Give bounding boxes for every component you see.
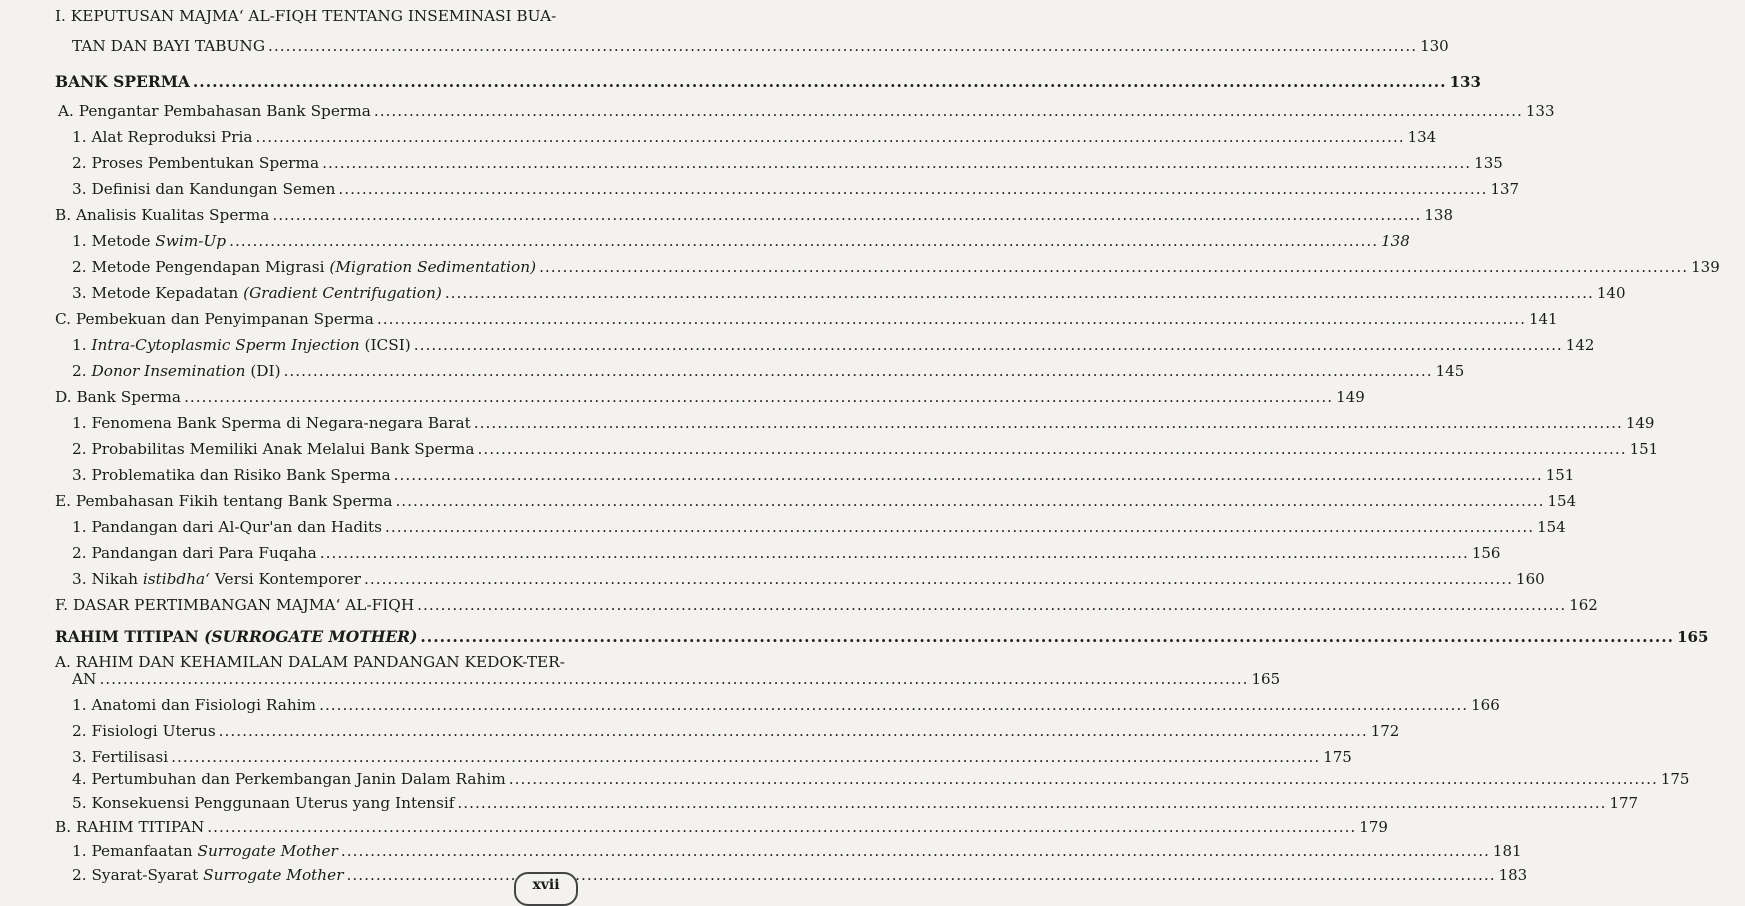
page-number: 140 [1596,284,1626,302]
page-number: 175 [1660,770,1690,788]
section-label: B. RAHIM TITIPAN [55,818,205,836]
leader-dots [319,692,1468,718]
leader-dots [193,69,1447,95]
leader-dots [445,280,1594,306]
toc-entry[interactable] [0,718,1400,744]
leader-dots [420,624,1674,650]
page-number: 145 [1435,362,1465,380]
toc-entry[interactable] [0,514,1566,540]
leader-dots [457,790,1606,816]
page-number: 133 [1525,102,1555,120]
toc-entry[interactable] [0,358,1465,384]
leader-dots [478,436,1627,462]
item-label: 1. Anatomi dan Fisiologi Rahim [72,696,317,714]
page-number: 130 [1420,37,1449,55]
item-label: 5. Konsekuensi Penggunaan Uterus yang Intensif [72,794,455,812]
item-label: 1. Intra-Cytoplasmic Sperm Injection (ICSI) [72,336,411,354]
item-label: 2. Fisiologi Uterus [72,722,216,740]
section-label: B. Analisis Kualitas Sperma [55,206,270,224]
item-label: 3. Definisi dan Kandungan Semen [72,180,336,198]
leader-dots [256,124,1405,150]
toc-entry[interactable] [0,176,1520,202]
page-number: 134 [1407,128,1437,146]
toc-entry[interactable] [0,150,1503,176]
item-label: 4. Pertumbuhan dan Perkembangan Janin Dalam Rahim [72,770,506,788]
leader-dots [364,566,1513,592]
leader-dots [272,202,1421,228]
item-label: 1. Alat Reproduksi Pria [72,128,253,146]
item-label: 3. Metode Kepadatan (Gradient Centrifugation) [72,284,442,302]
item-label: 2. Syarat-Syarat Surrogate Mother [72,866,344,884]
page-number: 179 [1359,818,1388,836]
leader-dots [322,150,1471,176]
page-number: 138 [1424,206,1454,224]
page-number: 154 [1537,518,1566,536]
leader-dots [341,838,1490,864]
page-number: 149 [1625,414,1655,432]
item-label: 3. Problematika dan Risiko Bank Sperma [72,466,391,484]
page-number: 138 [1381,232,1410,250]
page-number: 154 [1547,492,1577,510]
toc-entry[interactable] [0,790,1639,816]
item-label: 2. Proses Pembentukan Sperma [72,154,320,172]
chapter-title: RAHIM TITIPAN (SURROGATE MOTHER) [55,627,418,646]
toc-entry[interactable] [0,280,1626,306]
page-number: 156 [1471,544,1501,562]
page-number: 135 [1474,154,1503,172]
item-label: 1. Metode Swim-Up [72,232,227,250]
item-label: 2. Donor Insemination (DI) [72,362,281,380]
page-number: 172 [1370,722,1400,740]
toc-entry[interactable] [0,566,1545,592]
toc-entry[interactable] [0,592,1598,618]
toc-entry[interactable] [0,228,1410,254]
toc-entry[interactable] [0,202,1454,228]
item-label: 2. Pandangan dari Para Fuqaha [72,544,317,562]
page-number: 149 [1336,388,1365,406]
section-label: E. Pembahasan Fikih tentang Bank Sperma [55,492,393,510]
toc-entry[interactable] [0,332,1595,358]
item-label: 2. Probabilitas Memiliki Anak Melalui Bank Sperma [72,440,475,458]
section-label: D. Bank Sperma [55,388,182,406]
section-label: F. DASAR PERTIMBANGAN MAJMA‘ AL-FIQH [55,596,415,614]
leader-dots [395,488,1544,514]
toc-entry[interactable] [0,436,1659,462]
toc-entry[interactable] [0,462,1575,488]
page-number: 151 [1545,466,1575,484]
chapter-heading-rahim-titipan[interactable] [0,624,1709,650]
item-label: 3. Fertilisasi [72,748,169,766]
page-number: 141 [1528,310,1558,328]
leader-dots [99,666,1248,692]
page-number: 162 [1569,596,1598,614]
page-number-badge: xvii [514,872,578,906]
leader-dots [377,306,1526,332]
leader-dots [184,384,1333,410]
toc-entry[interactable] [0,410,1655,436]
page-number: 151 [1629,440,1659,458]
item-label: 2. Metode Pengendapan Migrasi (Migration Sedimentation) [72,258,537,276]
toc-entry[interactable] [0,306,1558,332]
item-label: 1. Fenomena Bank Sperma di Negara-negara Barat [72,414,471,432]
item-label: 1. Pandangan dari Al-Qur'an dan Hadits [72,518,383,536]
leader-dots [414,332,1563,358]
entry-i-label-line1: I. KEPUTUSAN MAJMA‘ AL-FIQH TENTANG INSEMINASI BUA- [55,7,557,25]
page-number: 175 [1323,748,1352,766]
toc-entry[interactable] [0,540,1501,566]
section-a-label-line1: A. RAHIM DAN KEHAMILAN DALAM PANDANGAN KEDOK-TER- [55,653,565,671]
leader-dots [268,33,1417,59]
leader-dots [417,592,1566,618]
leader-dots [474,410,1623,436]
toc-entry[interactable] [0,666,1281,692]
leader-dots [207,814,1356,840]
page-number: 139 [1691,258,1720,276]
section-a-label-line2: AN [72,670,97,688]
toc-entry[interactable] [0,814,1388,840]
page-number: 166 [1471,696,1500,714]
toc-entry[interactable] [0,33,1449,59]
page-number: 181 [1492,842,1522,860]
page-number: 142 [1565,336,1595,354]
page-number: 165 [1251,670,1281,688]
section-label: A. Pengantar Pembahasan Bank Sperma [58,102,371,120]
toc-entry[interactable] [0,98,1555,124]
page-number: 137 [1490,180,1520,198]
page-number: 177 [1609,794,1639,812]
toc-entry[interactable] [0,488,1577,514]
leader-dots [509,766,1658,792]
leader-dots [539,254,1688,280]
leader-dots [284,358,1433,384]
leader-dots [394,462,1543,488]
page-number: 165 [1677,628,1709,646]
leader-dots [219,718,1368,744]
toc-entry[interactable] [0,692,1500,718]
item-label: 3. Nikah istibdha‘ Versi Kontemporer [72,570,361,588]
toc-entry[interactable] [0,124,1437,150]
entry-i-label-line2: TAN DAN BAYI TABUNG [72,37,266,55]
toc-entry[interactable] [0,384,1365,410]
chapter-heading-bank-sperma[interactable] [0,69,1481,95]
toc-entry[interactable] [0,766,1690,792]
leader-dots [229,228,1378,254]
leader-dots [385,514,1534,540]
leader-dots [320,540,1469,566]
page-number: 183 [1498,866,1528,884]
toc-entry[interactable] [0,254,1720,280]
item-label: 1. Pemanfaatan Surrogate Mother [72,842,338,860]
page-number: 133 [1449,73,1481,91]
leader-dots [374,98,1523,124]
leader-dots [338,176,1487,202]
chapter-title: BANK SPERMA [55,72,190,91]
page-number: 160 [1516,570,1545,588]
toc-entry[interactable] [0,838,1522,864]
section-label: C. Pembekuan dan Penyimpanan Sperma [55,310,374,328]
